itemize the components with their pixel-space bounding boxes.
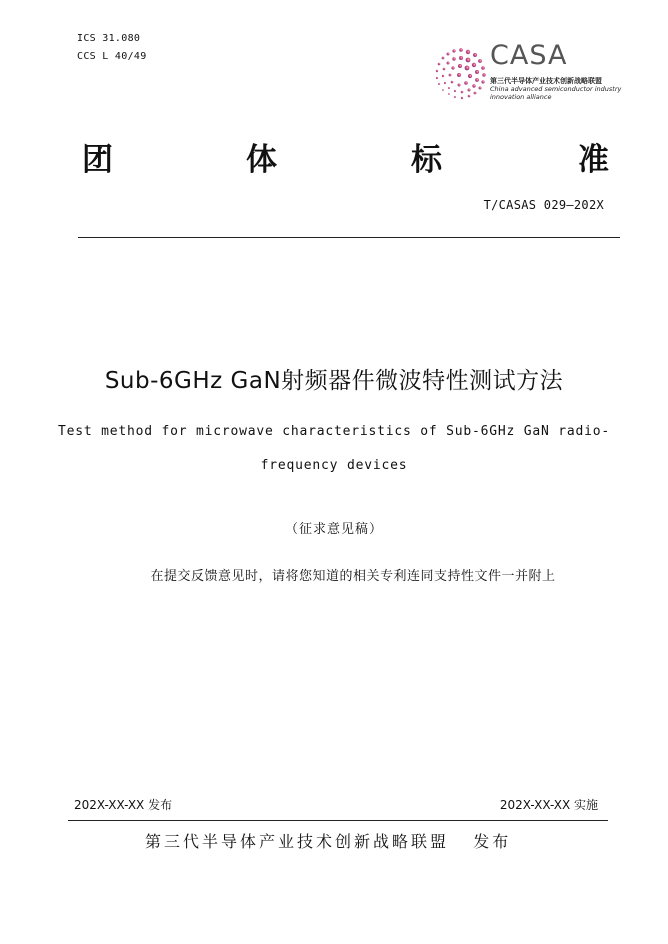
standard-type-char: 准 (578, 142, 609, 178)
logo-cn-text: 第三代半导体产业技术创新战略联盟 (490, 77, 602, 85)
ics-code: ICS 31.080 (77, 33, 141, 44)
logo-name: CASA (490, 40, 568, 71)
standard-number: T/CASAS 029—202X (483, 198, 604, 212)
title-english-line1: Test method for microwave characteristics of Sub-6GHz GaN radio- (57, 424, 611, 439)
ccs-code: CCS L 40/49 (77, 51, 147, 62)
draft-label: （征求意见稿） (284, 522, 383, 537)
casa-logo (428, 40, 628, 110)
title-chinese: Sub-6GHz GaN射频器件微波特性测试方法 (104, 368, 564, 394)
casa-logo-icon (428, 40, 488, 102)
bottom-divider (68, 820, 608, 821)
logo-en-line2: innovation alliance (490, 93, 552, 101)
standard-type-char: 体 (246, 142, 277, 178)
publisher: 第三代半导体产业技术创新战略联盟 发布 (145, 832, 512, 851)
standard-type (78, 134, 618, 178)
issue-date: 202X-XX-XX 发布 (74, 798, 173, 812)
implementation-date: 202X-XX-XX 实施 (499, 798, 598, 812)
standard-type-char: 团 (82, 142, 113, 178)
standard-type-char: 标 (411, 142, 442, 178)
logo-en-line1: China advanced semiconductor industry (490, 85, 622, 93)
title-english-line2: frequency devices (260, 458, 408, 473)
top-divider (78, 237, 620, 238)
patent-notice: 在提交反馈意见时，请将您知道的相关专利连同支持性文件一并附上 (150, 569, 556, 584)
